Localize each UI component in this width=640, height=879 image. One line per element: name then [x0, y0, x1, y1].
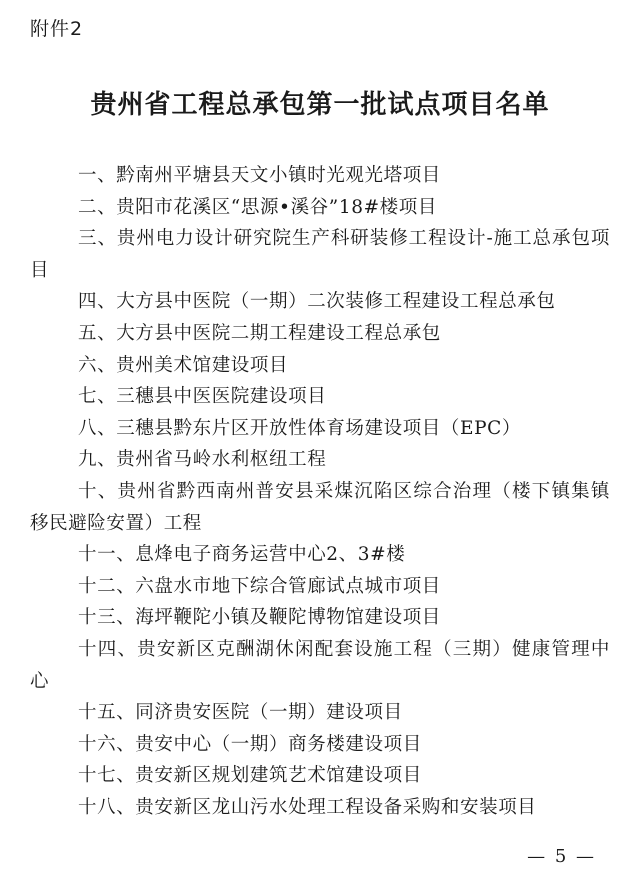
list-item: 十八、贵安新区龙山污水处理工程设备采购和安装项目 [78, 796, 537, 818]
page-number: — 5 — [527, 846, 596, 867]
list-item: 十五、同济贵安医院（一期）建设项目 [78, 702, 403, 724]
list-item: 二、贵阳市花溪区“思源•溪谷”18#楼项目 [78, 196, 437, 218]
list-item: 五、大方县中医院二期工程建设工程总承包 [78, 322, 441, 344]
list-item: 十一、息烽电子商务运营中心2、3#楼 [78, 544, 406, 566]
list-item: 七、三穗县中医医院建设项目 [78, 386, 327, 408]
list-item: 四、大方县中医院（一期）二次装修工程建设工程总承包 [78, 291, 556, 313]
list-item: 八、三穗县黔东片区开放性体育场建设项目（EPC） [78, 417, 522, 439]
list-item: 十七、贵安新区规划建筑艺术馆建设项目 [78, 765, 422, 787]
list-item: 三、贵州电力设计研究院生产科研装修工程设计-施工总承包项目 [30, 228, 610, 281]
list-item: 六、贵州美术馆建设项目 [78, 354, 289, 376]
list-item: 十六、贵安中心（一期）商务楼建设项目 [78, 733, 422, 755]
attachment-label: 附件2 [30, 18, 84, 40]
list-item: 十四、贵安新区克酬湖休闲配套设施工程（三期）健康管理中心 [30, 638, 610, 692]
list-item: 九、贵州省马岭水利枢纽工程 [78, 449, 327, 471]
list-item: 十二、六盘水市地下综合管廊试点城市项目 [78, 575, 441, 597]
list-item: 十三、海坪鞭陀小镇及鞭陀博物馆建设项目 [78, 607, 441, 629]
list-item: 十、贵州省黔西南州普安县采煤沉陷区综合治理（楼下镇集镇移民避险安置）工程 [30, 480, 610, 534]
project-list [30, 160, 610, 823]
document-title: 贵州省工程总承包第一批试点项目名单 [90, 90, 550, 120]
list-item: 一、黔南州平塘县天文小镇时光观光塔项目 [78, 165, 441, 186]
